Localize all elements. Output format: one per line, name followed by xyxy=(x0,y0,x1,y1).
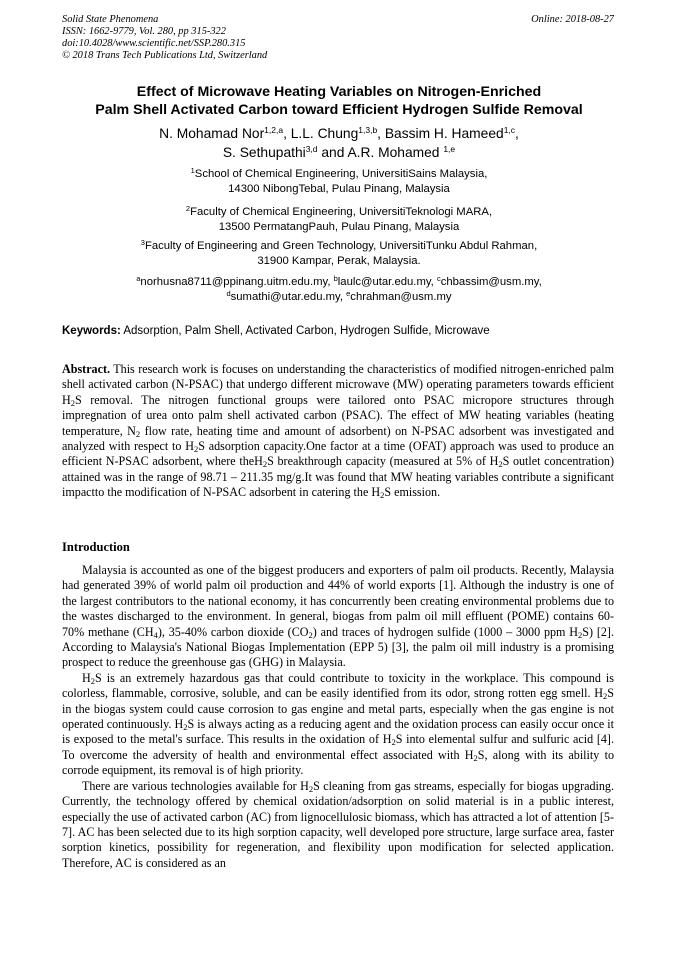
email-link[interactable]: chbassim@usm.my, xyxy=(440,276,542,288)
introduction-body xyxy=(62,563,614,871)
author-separator: , xyxy=(515,126,519,141)
keywords xyxy=(62,324,490,338)
keywords-label: Keywords: xyxy=(62,325,121,337)
doi-line[interactable]: doi:10.4028/www.scientific.net/SSP.280.315 xyxy=(62,38,246,49)
subscript: 2 xyxy=(391,737,396,748)
author-name: L.L. Chung xyxy=(290,126,359,141)
abstract-text: S adsorption capacity.One factor at a time (OFAT) approach was used to produce an efficient N-PSAC adsorbent, where theH xyxy=(62,439,614,469)
title-line-1: Effect of Microwave Heating Variables on Nitrogen-Enriched xyxy=(136,84,542,100)
subscript: 2 xyxy=(578,629,583,640)
keywords-text: Adsorption, Palm Shell, Activated Carbon, Hydrogen Sulfide, Microwave xyxy=(120,325,490,337)
author-name: S. Sethupathi xyxy=(222,145,306,160)
affiliation-line: Faculty of Chemical Engineering, UniversitiTeknologi MARA, xyxy=(190,206,493,218)
abstract-text: S breakthrough capacity (measured at 5% of H xyxy=(267,454,499,469)
affiliation-2 xyxy=(40,205,638,235)
subscript: 2 xyxy=(308,783,314,794)
affiliation-1 xyxy=(40,167,638,197)
abstract-text: S emission. xyxy=(384,485,441,500)
email-sup: b xyxy=(333,274,338,283)
paragraph-text: S is always acting as a reducing agent and the oxidation process can easily occur once it is exposed to the metal's surface. This results in the oxidation of H xyxy=(62,717,614,747)
subscript: 2 xyxy=(308,629,313,640)
subscript: 2 xyxy=(70,397,75,408)
affiliation-line: 13500 PermatangPauh, Pulau Pinang, Malaysia xyxy=(218,221,460,233)
abstract-label: Abstract. xyxy=(62,362,111,376)
affiliation-3 xyxy=(40,239,638,269)
abstract-text: This research work is focuses on understanding the characteristics of modified nitrogen-enriched palm shell activated carbon (N-PSAC) that undergo different microwave (MW) operating parameters towards efficient H xyxy=(62,362,614,407)
section-heading-introduction: Introduction xyxy=(62,540,130,554)
email-link[interactable]: laulc@utar.edu.my, xyxy=(337,276,437,288)
author-separator: , xyxy=(283,126,291,141)
subscript: 2 xyxy=(380,490,385,501)
author-name: A.R. Mohamed xyxy=(347,145,444,160)
email-sup: e xyxy=(346,289,351,298)
online-date: Online: 2018-08-27 xyxy=(531,14,614,25)
paragraph-text: Malaysia is accounted as one of the biggest producers and exporters of palm oil products. Recently, Malaysia had generated 39% of world palm oil production and 44% of world exports [1]. Although the industry is one of the largest contributors to the national economy, it has concurrently been creating environmental problems due to the wastes discharged to the environment. In general, biogas from palm oil mill effluent (POME) contains 60-70% methane (CH xyxy=(62,563,614,639)
subscript: 4 xyxy=(153,629,158,640)
affiliation-line: School of Chemical Engineering, UniversitiSains Malaysia, xyxy=(194,168,488,180)
paper-title xyxy=(40,83,638,119)
affiliation-line: Faculty of Engineering and Green Technology, UniversitiTunku Abdul Rahman, xyxy=(144,240,538,252)
abstract-text: flow rate, heating time and amount of adsorbent) on N-PSAC adsorbent was investigated and analyzed with respect to H xyxy=(62,423,615,454)
email-link[interactable]: chrahman@usm.my xyxy=(350,291,452,303)
affiliation-line: 31900 Kampar, Perak, Malaysia. xyxy=(257,255,421,267)
subscript: 2 xyxy=(603,691,608,702)
affiliation-num: 2 xyxy=(185,204,191,213)
email-sup: d xyxy=(226,289,231,298)
email-link[interactable]: norhusna8711@ppinang.uitm.edu.my, xyxy=(140,276,334,288)
subscript: 2 xyxy=(498,459,503,470)
abstract-text: S removal. The nitrogen functional groups were tailored onto PSAC micropore structures through impregnation of urea onto palm shell activated carbon (PSAC). The effect of MW heating variables (heating temperature, N xyxy=(62,392,614,438)
author-affil-sup: 1,3,b xyxy=(358,125,378,135)
email-link[interactable]: sumathi@utar.edu.my, xyxy=(230,291,347,303)
affiliation-num: 1 xyxy=(190,166,195,175)
paragraph xyxy=(62,671,614,779)
paragraph xyxy=(62,563,614,671)
abstract-text: S outlet concentration) attained was in the range of 98.71 – 211.35 mg/g.It was found that MW heating variables contribute a significant impactto the modification of N-PSAC adsorbent in catering the H xyxy=(62,454,615,500)
subscript: 2 xyxy=(90,675,95,686)
journal-header xyxy=(62,14,267,62)
subscript: 2 xyxy=(135,428,141,439)
paragraph-text: S cleaning from gas streams, especially for biogas upgrading. Currently, the technology offered by chemical oxidation/adsorption on solid material is in a public interest, especially the use of activated carbon (AC) from lignocellulosic biomass, which has attracted a lot of attention [5-7]. AC has been selected due to its high sorption capacity, well developed pore structure, large surface area, faster sorption kinetics, possibility for regeneration, and flexibility upon modification for selected application. Therefore, AC is considered as an xyxy=(62,778,614,870)
email-sup: a xyxy=(136,274,141,283)
paragraph-text: S) [2]. According to Malaysia's National Biogas Implementation (EPP 5) [3], the palm oil mill industry is a promising prospect to reduce the greenhouse gas (GHG) in Malaysia. xyxy=(62,624,614,670)
paragraph-text: S, along with its ability to corrode equipment, its removal is of high priority. xyxy=(62,747,614,778)
author-affil-sup: 1,c xyxy=(503,125,516,135)
paragraph-text: S in the biogas system could cause corrosion to gas engine and metal parts, especially when the gas engine is not operated continuously. H xyxy=(62,686,614,732)
paragraph-text: H xyxy=(82,670,91,685)
paragraph-text: ), 35-40% carbon dioxide (CO xyxy=(157,624,309,639)
email-sup: c xyxy=(436,274,441,283)
paragraph xyxy=(62,779,614,871)
author-list xyxy=(40,124,638,162)
subscript: 2 xyxy=(262,459,268,470)
paragraph-text: S into elemental sulfur and sulfuric acid [4]. To overcome the adversity of health and environmental effect associated with H xyxy=(62,732,614,762)
author-name: N. Mohamad Nor xyxy=(159,126,265,141)
abstract xyxy=(62,362,614,501)
paragraph-text: ) and traces of hydrogen sulfide (1000 – 3000 ppm H xyxy=(312,624,579,639)
affiliation-line: 14300 NibongTebal, Pulau Pinang, Malaysia xyxy=(228,183,450,195)
subscript: 2 xyxy=(183,722,188,733)
author-affil-sup: 3,d xyxy=(305,144,318,154)
issn-line: ISSN: 1662-9779, Vol. 280, pp 315-322 xyxy=(62,26,226,37)
author-affil-sup: 1,e xyxy=(443,144,456,154)
paragraph-text: S is an extremely hazardous gas that could contribute to toxicity in the workplace. This compound is colorless, flammable, corrosive, soluble, and can be easily identified from its odor, strong rotten egg smell. H xyxy=(62,670,614,701)
journal-name: Solid State Phenomena xyxy=(62,14,159,25)
paragraph-text: There are various technologies available for H xyxy=(82,778,309,793)
author-separator: , xyxy=(377,126,385,141)
subscript: 2 xyxy=(473,752,478,763)
title-line-2: Palm Shell Activated Carbon toward Efficient Hydrogen Sulfide Removal xyxy=(95,102,583,118)
author-affil-sup: 1,2,a xyxy=(264,125,284,135)
author-conjunction: and xyxy=(317,145,348,160)
email-list xyxy=(40,275,638,305)
copyright-line: © 2018 Trans Tech Publications Ltd, Switzerland xyxy=(62,50,268,61)
author-name: Bassim H. Hameed xyxy=(384,126,504,141)
affiliation-num: 3 xyxy=(140,238,145,247)
subscript: 2 xyxy=(193,444,199,455)
